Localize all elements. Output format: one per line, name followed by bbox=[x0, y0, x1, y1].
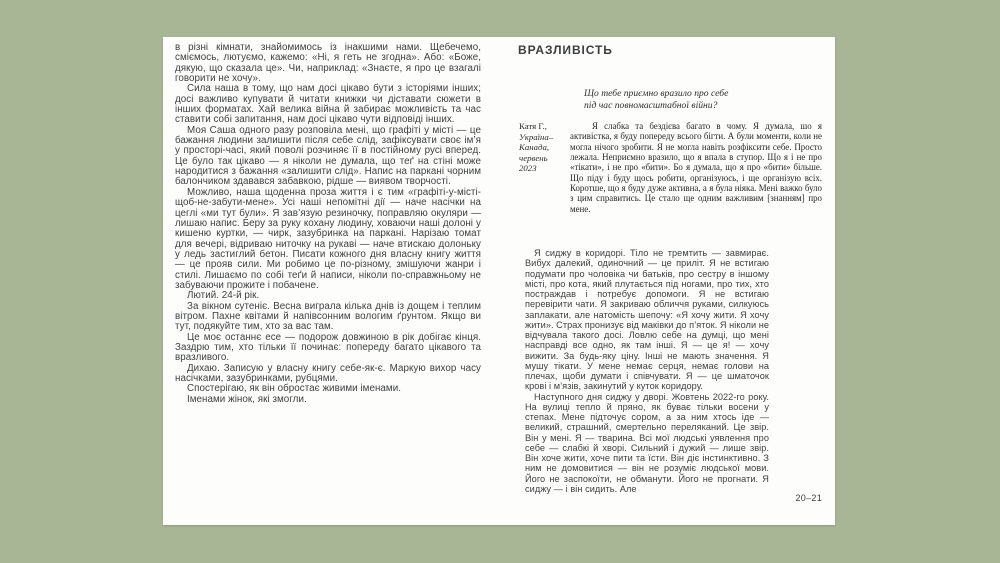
left-page-paragraph: Це моє останнє есе — подорож довжиною в рік добігає кінця. Заздрю тим, хто тільки її починає: попереду багато цікавого та вразливого. bbox=[175, 331, 481, 364]
respondent-note bbox=[519, 121, 573, 174]
left-page-paragraph: в різні кімнати, знайомимось із інакшими нами. Щебечемо, сміємось, лютуємо, кажемо: «Ні, я геть не згодна». Або: «Боже, дякую, що сказала це». Чи, наприклад: «Знаєте, я про це взагалі говорити не хочу». bbox=[175, 42, 481, 85]
narration-paragraph: Наступного дня сиджу у дворі. Жовтень 2022-го року. На вулиці тепло й пряно, як буває тільки восени у степах. Мене підточує сором, а за ним хтось іде — великий, страшний, смертельно переляканий. Це звір. Він у мені. Я — тварина. Всі мої людські уявлення про себе — слабкі й хворі. Сильний і дужий — лише звір. Він хоче жити, хоче пити та їсти. Він діє інстинктивно. З ним не домовитися — він не розуміє людської мови. Його не заспокоїти, не обманути. Його не прогнати. Я сиджу — і він сидить. Але bbox=[525, 391, 769, 494]
left-page-paragraph: Дихаю. Записую у власну книгу себе-як-є. Маркую вихор часу насічками, зазубринками, рубцями. bbox=[175, 362, 481, 384]
respondent-origin-line: червень bbox=[519, 152, 548, 163]
respondent-origin-line: 2023 bbox=[519, 163, 537, 174]
left-page-paragraph: Спостерігаю, як він обростає живими іменами. bbox=[187, 383, 401, 395]
author-narration bbox=[525, 248, 769, 494]
left-page-paragraph: Можливо, наша щоденна проза життя і є тим «графіті-у-місті-щоб-не-забути-мене». Усі наші непомітні дії — наче насічки на цеглі «ми тут були». Я зав’язую резиночку, поправляю окуляри — лишаю напис. Беру за руку кохану людину, ховаючи наші долоні у кишеню куртки, — чирк, зазубринка на паркані. Нарізаю томат для вечері, відриваю ниточку на рукаві — наче втискаю долоньку у ледь застиглий бетон. Писати кожного дня власну книгу життя — це прояв сили. Ми робимо це по-різному, змішуючи жанри і стилі. Лишаємо по собі теґи й написи, ніколи по-справжньому не забуваючи прожите і побачене. bbox=[175, 186, 481, 291]
left-page-paragraph: Моя Саша одного разу розповіла мені, що графіті у місті — це бажання людини залишити після себе слід, зафіксувати своє ім’я у просторі-часі, який поволі розчиняє її в постійному русі вперед. Це було так цікаво — я ніколи не думала, що теґ на стіні може народитися з бажання «залишити слід». Напис на паркані чорним балончиком здавався забавкою, рідше — виявом творчості. bbox=[175, 124, 481, 188]
question-line: Що тебе приємно вразило про себе bbox=[584, 88, 729, 99]
respondent-origin bbox=[519, 132, 573, 174]
page-number: 20–21 bbox=[795, 493, 822, 503]
narration-paragraph: Я сиджу в коридорі. Тіло не тремтить — завмирає. Вибух далекий, одиночний — це приліт. Я не встигаю подумати про чоловіка чи батьків, про сестру в іншому місті, про кота, який плутається під ногами, про тих, хто постраждав і потребує допомоги. Я не встигаю перевірити чати. Я закриваю обличчя руками, силкуюсь заплакати, але натомість шепочу: «Я хочу жити. Я хочу жити». Страх пронизує від маківки до п’яток. Я ніколи не відчувала такого досі. Ловлю себе на думці, що мені насправді все одно, як там інші. Я — це я! — хочу вижити. За будь-яку ціну. Інші не мають значення. Я мушу тікати. У мене немає серця, немає голови на плечах, щоби думати і співчувати. Я — це шматочок крові і м’язів, закинутий у куток коридору. bbox=[525, 248, 770, 392]
respondent-name: Катя Г., bbox=[519, 121, 547, 131]
left-page-paragraph: Лютий. 24-й рік. bbox=[187, 290, 260, 302]
question-line: під час повномасштабної війни? bbox=[584, 99, 718, 111]
left-page-paragraph: Іменами жінок, які змогли. bbox=[187, 393, 307, 405]
interview-question bbox=[584, 88, 728, 111]
book-spread bbox=[163, 37, 835, 525]
respondent-origin-line: Канада, bbox=[519, 142, 550, 153]
respondent-origin-line: Україна– bbox=[519, 131, 554, 142]
left-page-paragraph: За вікном сутеніє. Весна виграла кілька днів із дощем і теплим вітром. Пахне квітами й напівсонним вологим ґрунтом. Якщо ви тут, подякуйте тим, хто за вас там. bbox=[175, 300, 481, 333]
respondent-answer: Я слабка та бездієва багато в чому. Я думала, шо я активістка, я буду попереду всього бігти. А були моменти, коли не могла нічого зробити. Я не могла навіть розфіксити себе. Просто лежала. Неприємно вразило, що я впала в ступор. Що я і не про «тікати», і не про «бити». Бо я думала, що я про «бити» більше. Що піду і буду щось робити, організуюсь, і ще організую всіх. Коротше, що я буду дуже активна, а я була ніяка. Мені важко було з цим справитись. Це стало ще одним важливим [знанням] про мене. bbox=[570, 121, 822, 214]
left-page-paragraph: Сила наша в тому, що нам досі цікаво бути з історіями інших; досі важливо купувати й читати книжки чи діставати сюжети в інших форматах. Хай велика війна й забирає можливість та час ставити собі запитання, нам досі цікаво чути відповіді інших. bbox=[175, 83, 481, 126]
left-page-text bbox=[175, 43, 481, 405]
chapter-title: ВРАЗЛИВІСТЬ bbox=[518, 43, 613, 57]
